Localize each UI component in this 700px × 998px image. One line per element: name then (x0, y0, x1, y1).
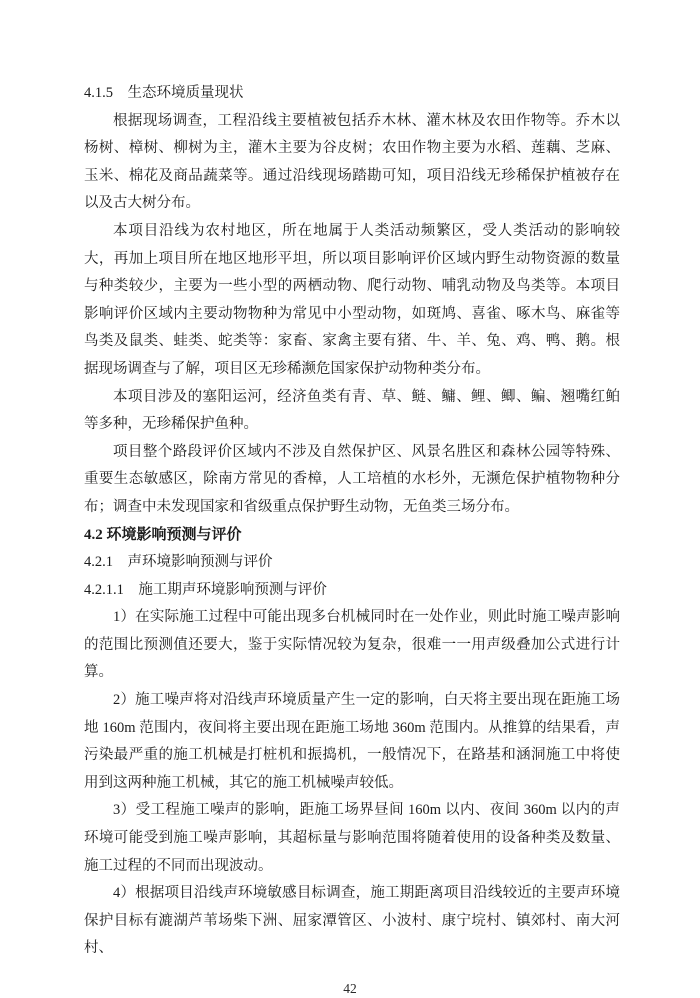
paragraph-sensitive-areas: 项目整个路段评价区域内不涉及自然保护区、风景名胜区和森林公园等特殊、重要生态敏感区，除南方常见的香樟，人工培植的水杉外，无濒危保护植物物种分布；调查中未发现国家和省级重点保护野生动物，无鱼类三场分布。 (84, 443, 620, 515)
paragraph-wildlife-survey: 本项目沿线为农村地区，所在地属于人类活动频繁区，受人类活动的影响较大，再加上项目所在地区地形平坦，所以项目影响评价区域内野生动物资源的数量与种类较少，主要为一些小型的两栖动物、爬行动物、哺乳动物及鸟类等。本项目影响评价区域内主要动物物种为常见中小型动物，如斑鸠、喜雀、啄木鸟、麻雀等鸟类及鼠类、蛙类、蛇类等：家畜、家禽主要有猪、牛、羊、兔、鸡、鸭、鹅。根据现场调查与了解，项目区无珍稀濒危国家保护动物种类分布。 (84, 222, 620, 377)
paragraph-vegetation-survey: 根据现场调查，工程沿线主要植被包括乔木林、灌木林及农田作物等。乔木以杨树、樟树、柳树为主，灌木主要为谷皮树；农田作物主要为水稻、莲藕、芝麻、玉米、棉花及商品蔬菜等。通过沿线现场踏勘可知，项目沿线无珍稀保护植被存在以及古大树分布。 (84, 112, 620, 212)
paragraph-noise-item-1: 1）在实际施工过程中可能出现多台机械同时在一处作业，则此时施工噪声影响的范围比预测值还要大，鉴于实际情况较为复杂，很难一一用声级叠加公式进行计算。 (84, 609, 620, 681)
paragraph-noise-item-2: 2）施工噪声将对沿线声环境质量产生一定的影响，白天将主要出现在距施工场地 160m 范围内，夜间将主要出现在距施工场地 360m 范围内。从推算的结果看，声污染最严重的施工机械是打桩机和振捣机，一般情况下，在路基和涵洞施工中将使用到这两种施工机械，其它的施工机械噪声较低。 (84, 692, 620, 791)
section-heading-4-1-5: 4.1.5 生态环境质量现状 (84, 85, 244, 101)
section-heading-4-2-1: 4.2.1 声环境影响预测与评价 (84, 554, 273, 571)
page-number: 42 (343, 981, 357, 996)
section-heading-4-2: 4.2 环境影响预测与评价 (84, 526, 242, 543)
section-heading-4-2-1-1: 4.2.1.1 施工期声环境影响预测与评价 (84, 581, 327, 598)
paragraph-noise-item-3: 3）受工程施工噪声的影响，距施工场界昼间 160m 以内、夜间 360m 以内的声环境可能受到施工噪声影响，其超标量与影响范围将随着使用的设备种类及数量、施工过程的不同而出现波动。 (84, 802, 620, 874)
paragraph-fish-species: 本项目涉及的塞阳运河，经济鱼类有青、草、鲢、鳙、鲤、鲫、鳊、翘嘴红鲌等多种，无珍稀保护鱼种。 (84, 388, 620, 433)
paragraph-noise-item-4: 4）根据项目沿线声环境敏感目标调查，施工期距离项目沿线较近的主要声环境保护目标有漉湖芦苇场柴下洲、屈家潭管区、小波村、康宁垸村、镇郊村、南大河村、 (84, 885, 620, 957)
